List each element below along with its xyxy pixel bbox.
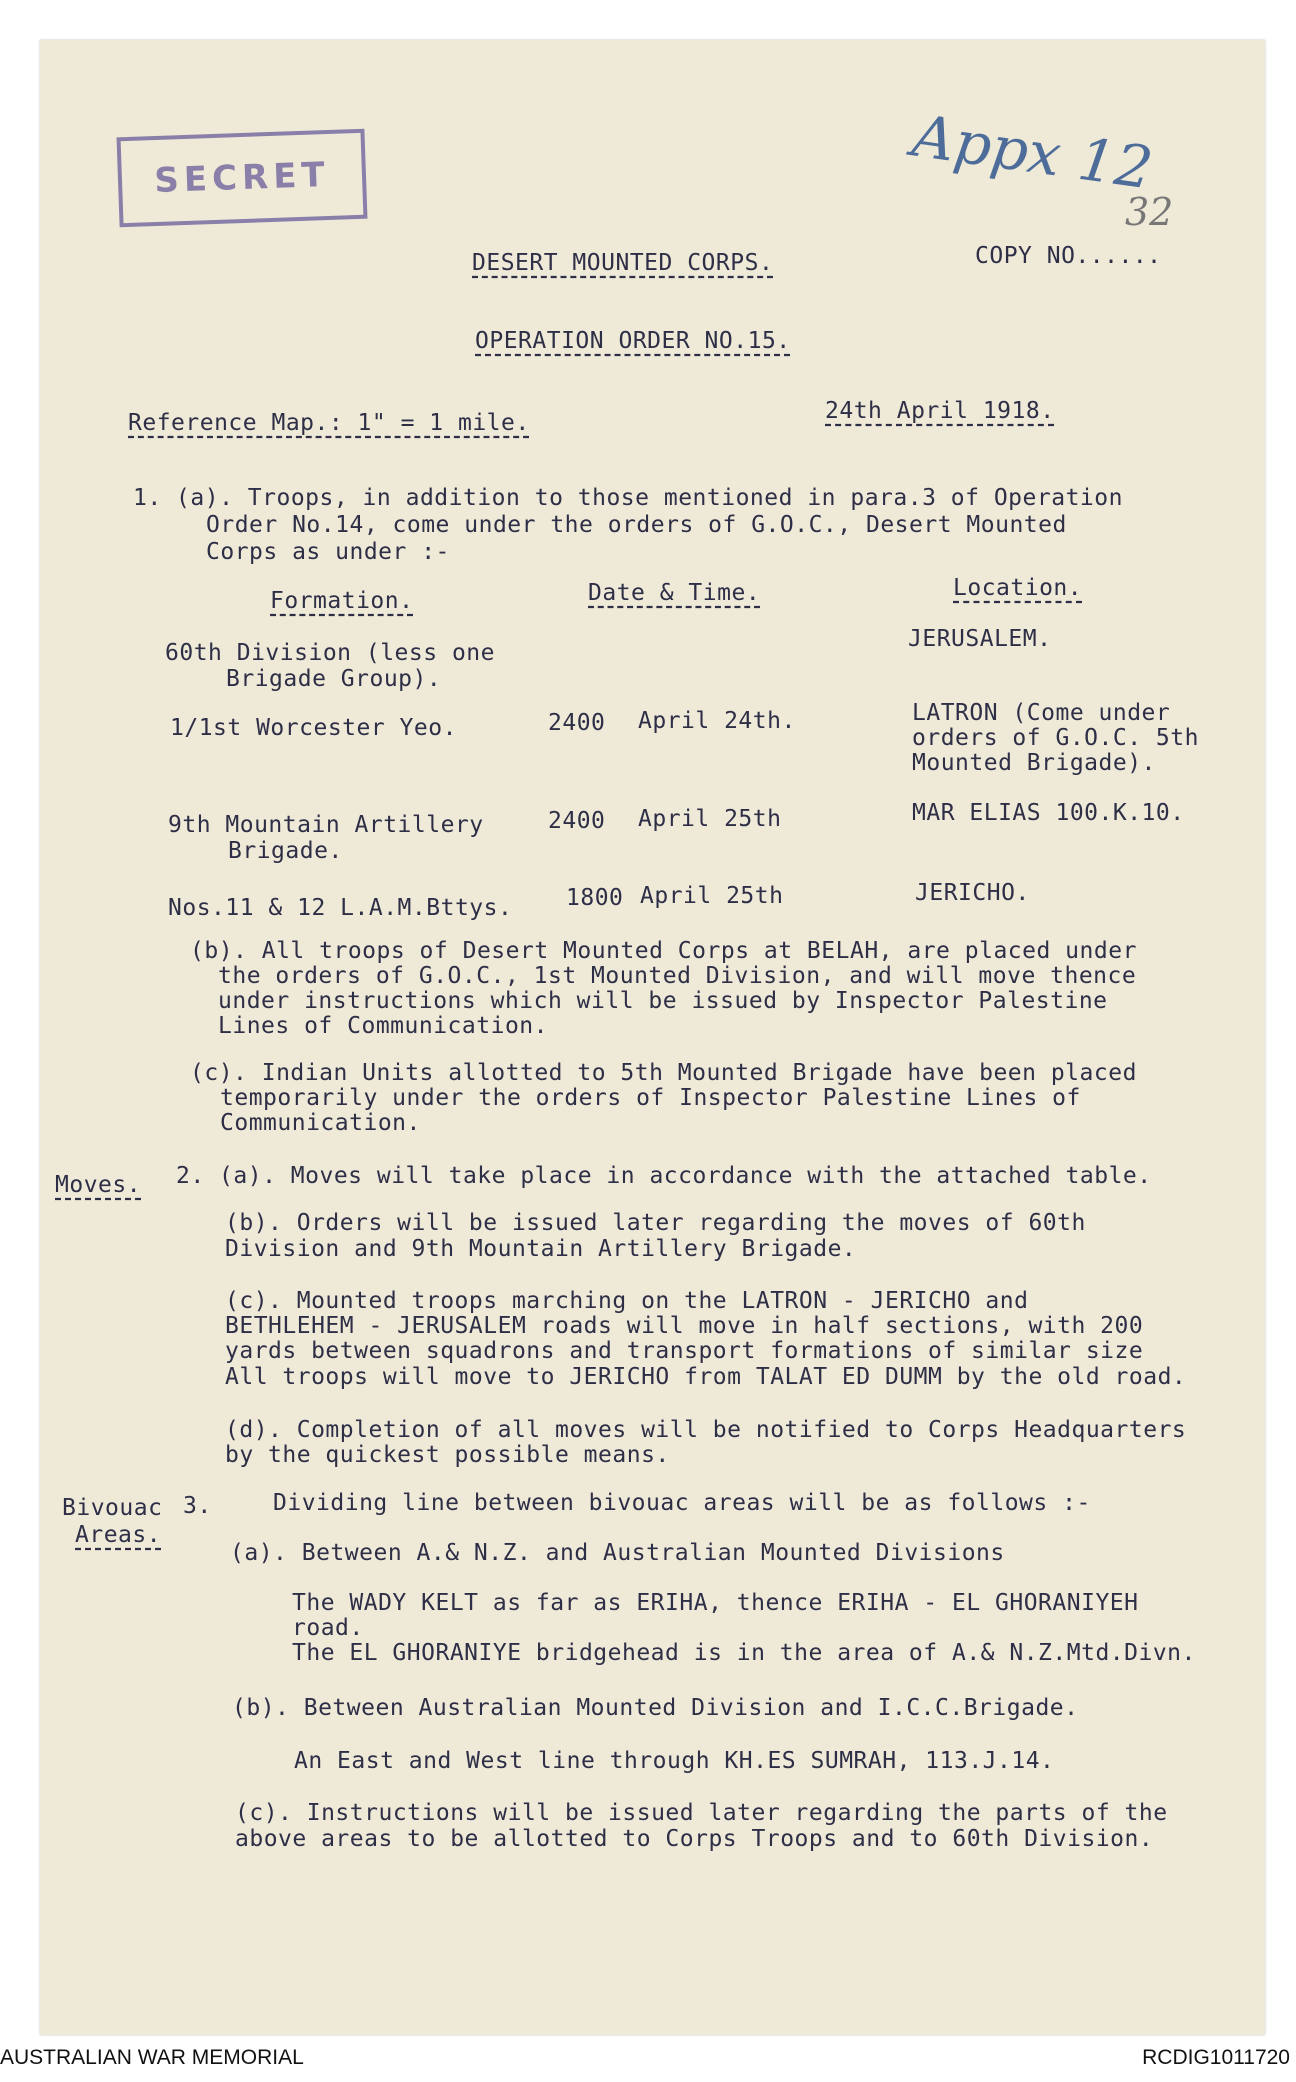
- para2a-line: 2. (a). Moves will take place in accordance with the attached table.: [176, 1163, 1152, 1189]
- para3c-line: (c). Instructions will be issued later regarding the parts of the: [235, 1800, 1168, 1826]
- handwritten-number: 32: [1125, 190, 1174, 234]
- para3a-line: road.: [292, 1615, 364, 1641]
- para1b-line: the orders of G.O.C., 1st Mounted Division, and will move thence: [218, 963, 1137, 989]
- formation-cell: 60th Division (less one: [165, 640, 495, 666]
- para3b-line: An East and West line through KH.ES SUMRAH, 113.J.14.: [294, 1748, 1055, 1774]
- formation-cell: Nos.11 & 12 L.A.M.Bttys.: [168, 895, 513, 921]
- para1-line: 1. (a). Troops, in addition to those mentioned in para.3 of Operation: [133, 485, 1123, 511]
- para3a-line: The EL GHORANIYE bridgehead is in the area of A.& N.Z.Mtd.Divn.: [292, 1640, 1196, 1666]
- order-title: OPERATION ORDER NO.15.: [475, 328, 791, 354]
- location-cell: MAR ELIAS 100.K.10.: [912, 800, 1185, 826]
- para1c-line: temporarily under the orders of Inspector Palestine Lines of: [220, 1085, 1081, 1111]
- formation-cell: Brigade Group).: [226, 666, 442, 692]
- para3a-line: The WADY KELT as far as ERIHA, thence ERIHA - EL GHORANIYEH: [292, 1590, 1139, 1616]
- margin-bivouac: Bivouac: [62, 1495, 163, 1521]
- footer-id: RCDIG1011720: [1142, 2046, 1290, 2069]
- date-cell: April 24th.: [638, 708, 796, 734]
- para1c-line: (c). Indian Units allotted to 5th Mounted Brigade have been placed: [190, 1060, 1137, 1086]
- para1-line: Corps as under :-: [206, 539, 450, 565]
- footer-source: AUSTRALIAN WAR MEMORIAL: [0, 2046, 304, 2069]
- col-header-location: Location.: [953, 575, 1083, 601]
- location-cell: LATRON (Come under: [912, 700, 1171, 726]
- margin-areas: Areas.: [75, 1522, 162, 1548]
- para2c-line: BETHLEHEM - JERUSALEM roads will move in half sections, with 200: [225, 1313, 1144, 1339]
- para1b-line: Lines of Communication.: [218, 1013, 548, 1039]
- para3-intro: Dividing line between bivouac areas will be as follows :-: [273, 1490, 1091, 1516]
- col-header-formation: Formation.: [270, 588, 414, 614]
- copy-number: COPY NO......: [975, 243, 1162, 269]
- corps-title: DESERT MOUNTED CORPS.: [472, 250, 774, 276]
- para2c-line: All troops will move to JERICHO from TALAT ED DUMM by the old road.: [225, 1364, 1187, 1390]
- para2b-line: Division and 9th Mountain Artillery Brigade.: [225, 1236, 857, 1262]
- para2d-line: (d). Completion of all moves will be notified to Corps Headquarters: [225, 1417, 1187, 1443]
- para1b-line: (b). All troops of Desert Mounted Corps at BELAH, are placed under: [190, 938, 1137, 964]
- location-cell: orders of G.O.C. 5th: [912, 725, 1199, 751]
- para3a-heading: (a). Between A.& N.Z. and Australian Mounted Divisions: [230, 1540, 1005, 1566]
- time-cell: 1800: [566, 885, 624, 911]
- order-date: 24th April 1918.: [825, 398, 1055, 424]
- date-cell: April 25th: [640, 883, 784, 909]
- secret-stamp: [117, 129, 368, 228]
- location-cell: Mounted Brigade).: [912, 750, 1156, 776]
- handwritten-appendix: Appx 12: [908, 101, 1157, 203]
- stamp-text: SECRET: [153, 154, 331, 202]
- margin-moves: Moves.: [55, 1172, 142, 1198]
- para3-number: 3.: [183, 1493, 212, 1519]
- para1b-line: under instructions which will be issued by Inspector Palestine: [218, 988, 1108, 1014]
- location-cell: JERICHO.: [915, 880, 1030, 906]
- para1c-line: Communication.: [220, 1110, 421, 1136]
- para2c-line: yards between squadrons and transport formations of similar size: [225, 1338, 1144, 1364]
- para2c-line: (c). Mounted troops marching on the LATRON - JERICHO and: [225, 1288, 1029, 1314]
- para1-line: Order No.14, come under the orders of G.O.C., Desert Mounted: [206, 512, 1067, 538]
- date-cell: April 25th: [638, 806, 782, 832]
- time-cell: 2400: [548, 710, 606, 736]
- para2b-line: (b). Orders will be issued later regarding the moves of 60th: [225, 1210, 1086, 1236]
- para2d-line: by the quickest possible means.: [225, 1442, 670, 1468]
- col-header-date: Date & Time.: [588, 580, 761, 606]
- formation-cell: Brigade.: [228, 838, 343, 864]
- para3c-line: above areas to be allotted to Corps Troops and to 60th Division.: [235, 1826, 1154, 1852]
- para3b-heading: (b). Between Australian Mounted Division and I.C.C.Brigade.: [232, 1695, 1079, 1721]
- formation-cell: 9th Mountain Artillery: [168, 812, 484, 838]
- time-cell: 2400: [548, 808, 606, 834]
- formation-cell: 1/1st Worcester Yeo.: [170, 715, 457, 741]
- location-cell: JERUSALEM.: [908, 626, 1052, 652]
- reference-map: Reference Map.: 1" = 1 mile.: [128, 410, 530, 436]
